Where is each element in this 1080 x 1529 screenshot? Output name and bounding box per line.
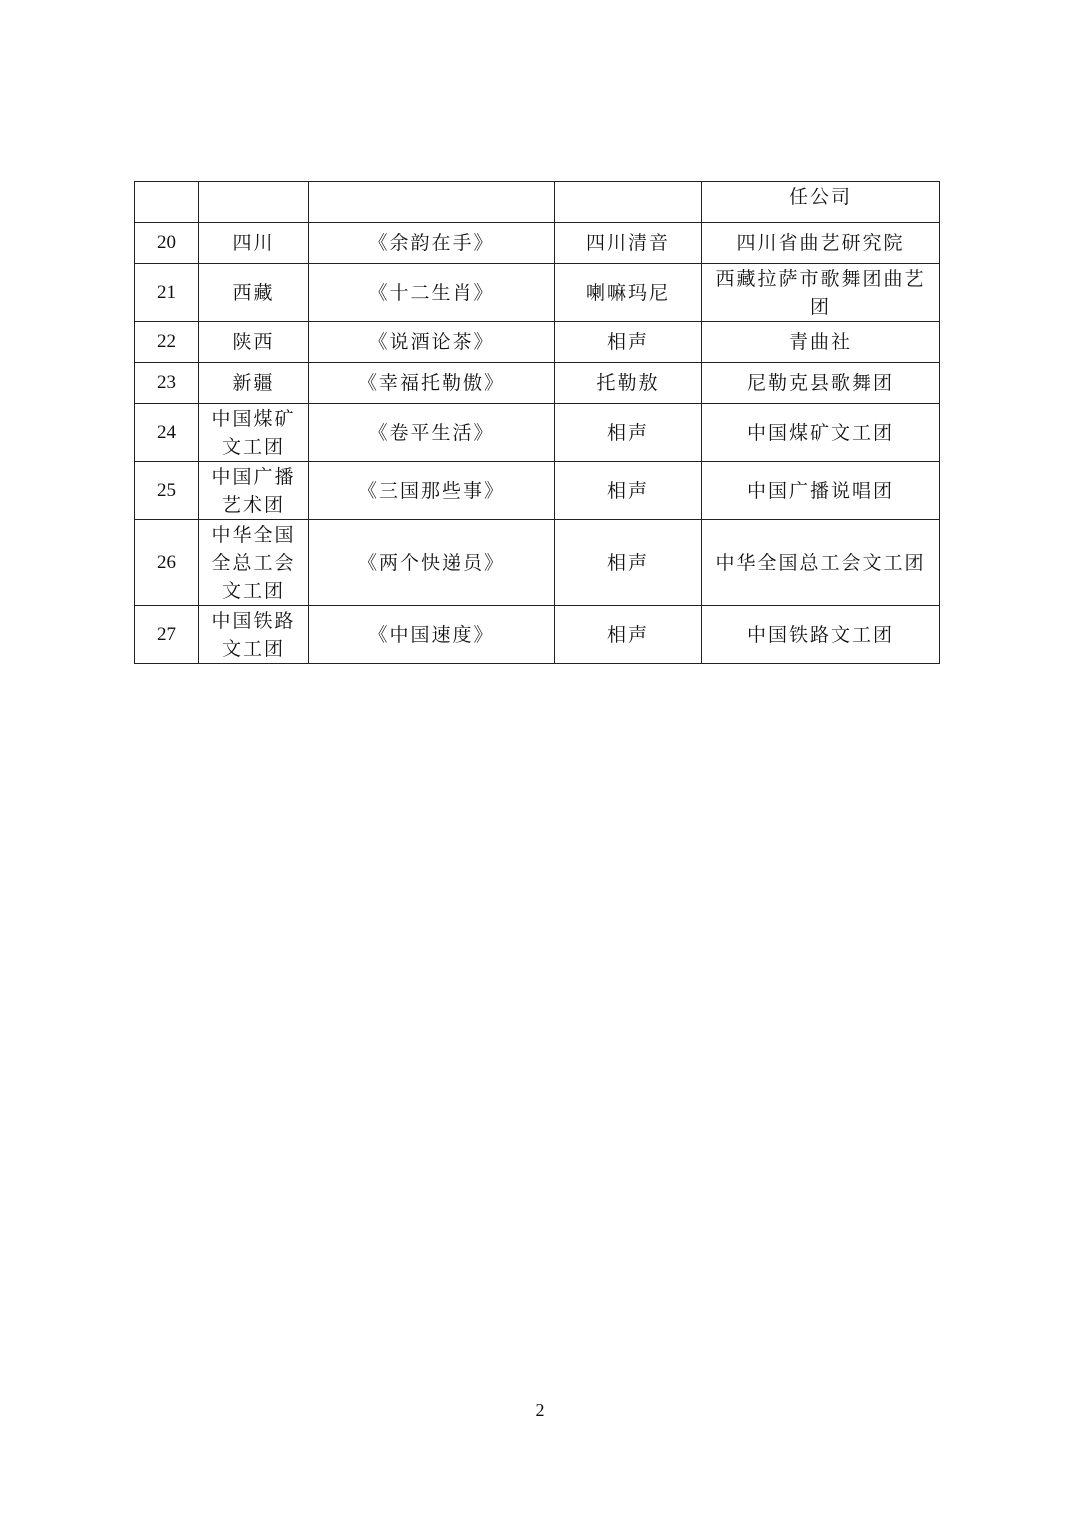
table-row	[135, 404, 940, 462]
genre-cell: 托勒敖	[555, 363, 702, 404]
genre-cell: 相声	[555, 322, 702, 363]
unit-cell: 四川省曲艺研究院	[702, 223, 940, 264]
row-number-cell: 21	[135, 264, 199, 322]
title-cell: 《十二生肖》	[309, 264, 555, 322]
unit-cell: 任公司	[702, 182, 940, 223]
genre-cell: 相声	[555, 462, 702, 520]
title-cell	[309, 182, 555, 223]
table-row	[135, 462, 940, 520]
genre-cell: 相声	[555, 606, 702, 664]
unit-cell: 中国铁路文工团	[702, 606, 940, 664]
title-cell: 《说酒论茶》	[309, 322, 555, 363]
table-row	[135, 264, 940, 322]
unit-cell: 中国广播说唱团	[702, 462, 940, 520]
table-row	[135, 322, 940, 363]
table-row	[135, 182, 940, 223]
genre-cell: 四川清音	[555, 223, 702, 264]
row-number-cell: 22	[135, 322, 199, 363]
region-cell: 新疆	[199, 363, 309, 404]
title-cell: 《两个快递员》	[309, 520, 555, 606]
row-number-cell	[135, 182, 199, 223]
region-cell: 陕西	[199, 322, 309, 363]
genre-cell: 喇嘛玛尼	[555, 264, 702, 322]
row-number-cell: 23	[135, 363, 199, 404]
region-cell: 中华全国全总工会文工团	[199, 520, 309, 606]
title-cell: 《卷平生活》	[309, 404, 555, 462]
program-table	[134, 181, 940, 664]
genre-cell	[555, 182, 702, 223]
unit-cell: 中国煤矿文工团	[702, 404, 940, 462]
table-row	[135, 606, 940, 664]
table-row	[135, 520, 940, 606]
region-cell	[199, 182, 309, 223]
title-cell: 《中国速度》	[309, 606, 555, 664]
region-cell: 中国煤矿文工团	[199, 404, 309, 462]
title-cell: 《幸福托勒傲》	[309, 363, 555, 404]
unit-cell: 尼勒克县歌舞团	[702, 363, 940, 404]
row-number-cell: 26	[135, 520, 199, 606]
genre-cell: 相声	[555, 404, 702, 462]
genre-cell: 相声	[555, 520, 702, 606]
page-number: 2	[535, 1400, 545, 1420]
region-cell: 西藏	[199, 264, 309, 322]
unit-cell: 中华全国总工会文工团	[702, 520, 940, 606]
unit-cell: 青曲社	[702, 322, 940, 363]
row-number-cell: 27	[135, 606, 199, 664]
row-number-cell: 24	[135, 404, 199, 462]
title-cell: 《余韵在手》	[309, 223, 555, 264]
region-cell: 中国广播艺术团	[199, 462, 309, 520]
region-cell: 四川	[199, 223, 309, 264]
unit-cell: 西藏拉萨市歌舞团曲艺团	[702, 264, 940, 322]
row-number-cell: 20	[135, 223, 199, 264]
region-cell: 中国铁路文工团	[199, 606, 309, 664]
table-row	[135, 363, 940, 404]
table-row	[135, 223, 940, 264]
row-number-cell: 25	[135, 462, 199, 520]
title-cell: 《三国那些事》	[309, 462, 555, 520]
